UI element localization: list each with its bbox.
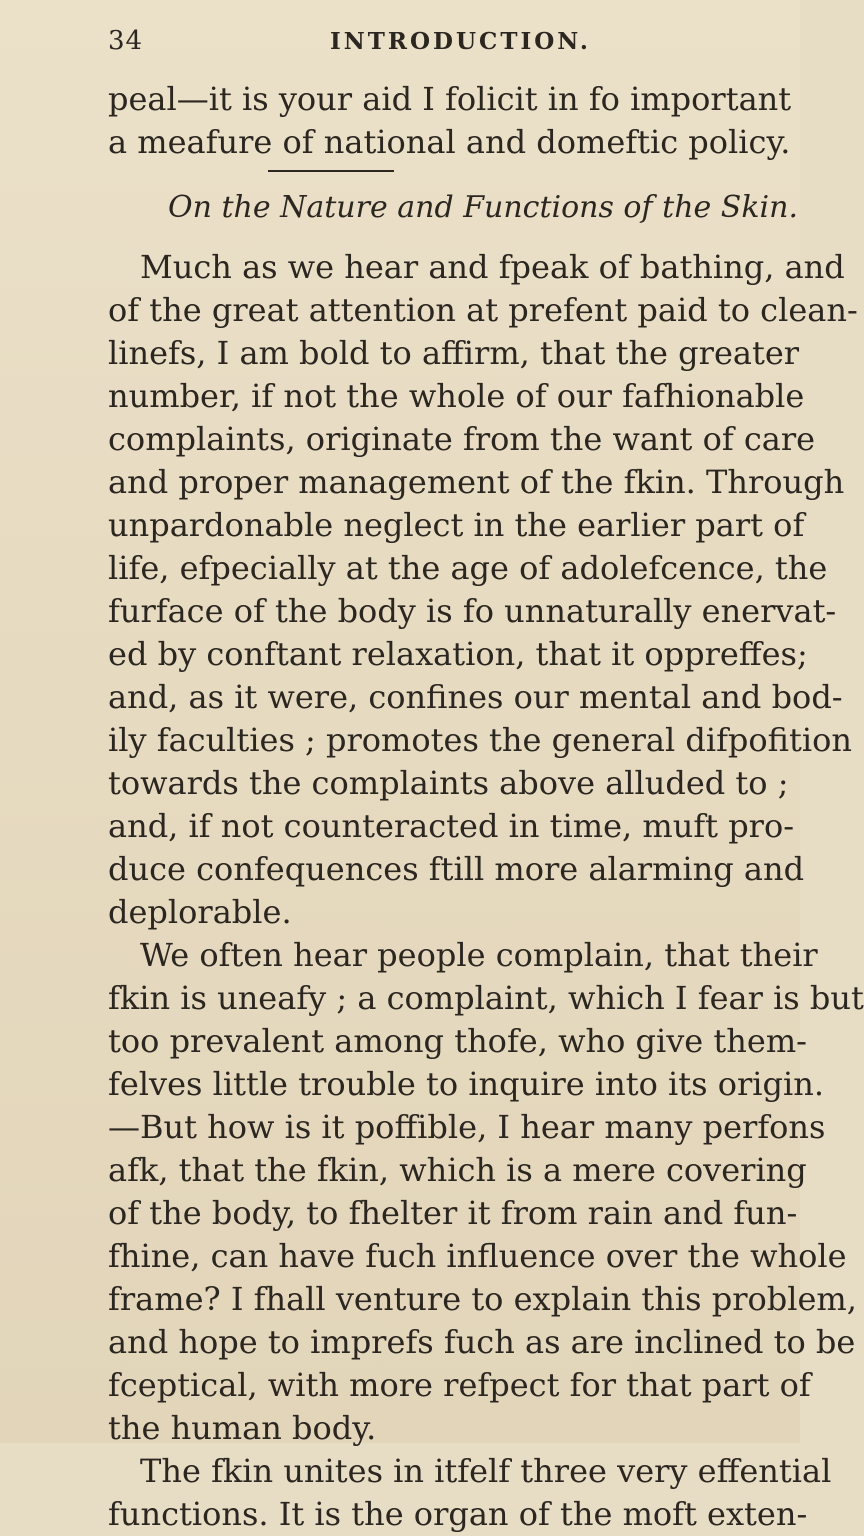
text-line: frame? I fhall venture to explain this problem, — [108, 1280, 857, 1318]
text-line: peal—it is your aid I folicit in fo important — [108, 80, 792, 118]
text-line: of the body, to fhelter it from rain and fun- — [108, 1194, 798, 1232]
text-line: life, efpecially at the age of adolefcence, the — [108, 549, 828, 587]
section-heading: On the Nature and Functions of the Skin. — [168, 190, 798, 225]
text-line: fkin is uneafy ; a complaint, which I fear is but — [108, 979, 864, 1017]
text-line: Much as we hear and fpeak of bathing, and — [140, 248, 845, 286]
opening-paragraph — [108, 78, 792, 164]
text-line: The fkin unites in itfelf three very effential — [140, 1452, 832, 1490]
body-text — [108, 246, 864, 1536]
text-line: fceptical, with more refpect for that part of — [108, 1366, 811, 1404]
text-line: and hope to imprefs fuch as are inclined to be — [108, 1323, 856, 1361]
text-line: —But how is it poffible, I hear many perfons — [108, 1108, 826, 1146]
text-line: ed by conftant relaxation, that it oppreffes; — [108, 635, 808, 673]
text-line: towards the complaints above alluded to ; — [108, 764, 789, 802]
text-line: afk, that the fkin, which is a mere covering — [108, 1151, 807, 1189]
text-line: ily faculties ; promotes the general difpofition — [108, 721, 852, 759]
text-line: a meafure of national and domeftic policy. — [108, 123, 791, 161]
text-line: and, if not counteracted in time, muft pro- — [108, 807, 795, 845]
section-divider — [268, 170, 394, 172]
text-line: the human body. — [108, 1409, 377, 1447]
page-number: 34 — [108, 26, 144, 56]
text-line: complaints, originate from the want of care — [108, 420, 816, 458]
running-head-title: INTRODUCTION. — [330, 28, 591, 55]
running-head — [108, 26, 708, 62]
text-line: too prevalent among thofe, who give them- — [108, 1022, 807, 1060]
text-line: and, as it were, confines our mental and bod- — [108, 678, 843, 716]
text-line: and proper management of the fkin. Through — [108, 463, 845, 501]
text-line: functions. It is the organ of the moft exten- — [108, 1495, 808, 1533]
text-line: We often hear people complain, that their — [140, 936, 818, 974]
text-line: duce confequences ftill more alarming and — [108, 850, 805, 888]
text-line: number, if not the whole of our fafhionable — [108, 377, 805, 415]
text-line: unpardonable neglect in the earlier part of — [108, 506, 805, 544]
text-line: of the great attention at prefent paid to clean- — [108, 291, 858, 329]
text-line: felves little trouble to inquire into its origin. — [108, 1065, 825, 1103]
text-line: deplorable. — [108, 893, 292, 931]
text-line: fhine, can have fuch influence over the whole — [108, 1237, 847, 1275]
text-line: linefs, I am bold to affirm, that the greater — [108, 334, 800, 372]
text-line: furface of the body is fo unnaturally enervat- — [108, 592, 837, 630]
